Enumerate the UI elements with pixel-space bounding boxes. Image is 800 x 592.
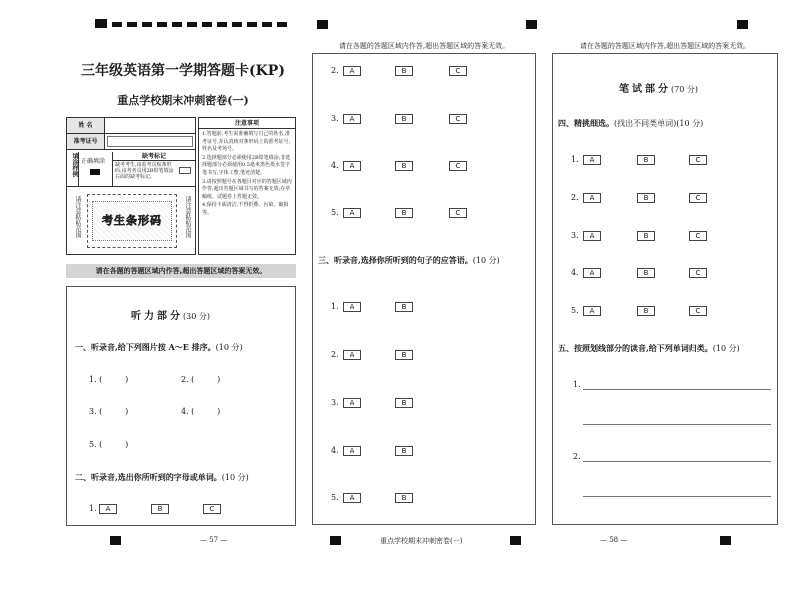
option-b[interactable]: B (637, 155, 655, 165)
barcode-text: 考生条形码 (102, 214, 162, 227)
q1-title (75, 342, 243, 353)
q3-title-text: 三、听录音,选择你所听到的句子的应答语。 (318, 255, 473, 265)
q4-title-text: 四、精挑细选。 (558, 118, 614, 128)
option-c[interactable]: C (449, 114, 467, 124)
q3-row (331, 302, 451, 314)
q4-points: (10 分) (676, 119, 704, 128)
q5-number: 1. (573, 380, 581, 389)
q3-row (331, 398, 451, 410)
option-a[interactable]: A (343, 493, 361, 503)
filled-bubble (90, 169, 100, 175)
option-b[interactable]: B (395, 208, 413, 218)
option-c[interactable]: C (449, 161, 467, 171)
option-a[interactable]: A (583, 306, 601, 316)
option-b[interactable]: B (395, 161, 413, 171)
option-c[interactable]: C (449, 208, 467, 218)
exam-no-field[interactable] (107, 136, 193, 147)
q2-row (331, 208, 521, 220)
page-number-right: — 58 — (600, 536, 628, 544)
option-b[interactable]: B (395, 398, 413, 408)
note-item: 1.答题前,考生需准确填写自己的姓名,准考证号,并认真核对条形码上的准考证号,姓名及考场号。 (202, 131, 291, 153)
option-a[interactable]: A (343, 446, 361, 456)
option-c[interactable]: C (689, 268, 707, 278)
barcode-side-left: 请注意粘贴范围 (74, 196, 81, 238)
q3-points: (10 分) (472, 256, 500, 265)
q2-row-number: 5. (331, 208, 339, 217)
q4-row-number: 1. (571, 155, 579, 164)
option-c[interactable]: C (689, 193, 707, 203)
middle-panel (312, 53, 536, 525)
exam-no-label: 准考证号 (67, 134, 105, 149)
q3-title (318, 255, 500, 266)
q1-item[interactable]: 1. ( ) (89, 375, 129, 384)
absent-mark-cell (113, 152, 195, 186)
q2-points: (10 分) (221, 473, 249, 482)
q3-row (331, 493, 451, 505)
fill-sample-label: 填涂样例 (71, 153, 78, 177)
q3-row-number: 2. (331, 350, 339, 359)
barcode-area (87, 194, 177, 248)
footer-center-title: 重点学校期末冲刺密卷(一) (380, 537, 463, 545)
q2-row-number: 4. (331, 161, 339, 170)
q4-row-number: 4. (571, 268, 579, 277)
answer-line[interactable] (583, 461, 771, 462)
q2-title-text: 二、听录音,选出你所听到的字母或单词。 (75, 472, 222, 482)
q4-row (571, 231, 741, 243)
option-c[interactable]: C (689, 306, 707, 316)
q3-row-number: 4. (331, 446, 339, 455)
q3-row (331, 350, 451, 362)
q1-item[interactable]: 5. ( ) (89, 440, 129, 449)
q4-row (571, 155, 741, 167)
correct-fill-label: 正确填涂 (81, 158, 106, 165)
option-a[interactable]: A (583, 268, 601, 278)
page-number-left: — 57 — (200, 536, 228, 544)
q3-row-number: 3. (331, 398, 339, 407)
option-b[interactable]: B (395, 114, 413, 124)
notice-bar-left: 请在各题的答题区域内作答,超出答题区域的答案无效。 (66, 264, 296, 278)
option-b[interactable]: B (151, 504, 169, 514)
name-field[interactable] (107, 118, 195, 133)
q5-points: (10 分) (712, 344, 740, 353)
notes-title: 注意事项 (199, 118, 295, 129)
fill-sample-cell (67, 152, 79, 186)
listening-panel (66, 286, 296, 526)
option-b[interactable]: B (395, 350, 413, 360)
q1-item[interactable]: 2. ( ) (181, 375, 221, 384)
q4-row-number: 2. (571, 193, 579, 202)
option-c[interactable]: C (689, 155, 707, 165)
q3-row-number: 5. (331, 493, 339, 502)
written-panel (552, 53, 778, 525)
exam-no-row (67, 134, 195, 150)
q4-row (571, 193, 741, 205)
listening-header (131, 307, 210, 322)
q2-row-number: 3. (331, 114, 339, 123)
card-title: 三年级英语第一学期答题卡(KP) (81, 63, 285, 79)
option-a[interactable]: A (343, 302, 361, 312)
q5-title-text: 五、按照划线部分的读音,给下列单词归类。 (558, 343, 713, 353)
note-item: 3.请按照题号在各题目对应的答题区域内作答,超出答题区域书写的答案无效;在草稿纸、试题卷上答题无效。 (202, 178, 292, 200)
q4-note: (找出不同类单词) (614, 119, 677, 128)
notice-middle: 请在各题的答题区域内作答,超出答题区域的答案无效。 (338, 42, 510, 50)
written-header (619, 80, 698, 95)
option-c[interactable]: C (689, 231, 707, 241)
q5-number: 2. (573, 452, 581, 461)
absent-mark-title: 缺考标记 (113, 153, 195, 161)
option-a[interactable]: A (343, 350, 361, 360)
notes-block (198, 117, 296, 255)
notes-list (202, 131, 292, 218)
answer-line[interactable] (583, 496, 771, 497)
barcode-side-right: 请注意粘贴范围 (184, 196, 191, 238)
q4-row-number: 5. (571, 306, 579, 315)
q2-row (89, 504, 269, 516)
q1-item[interactable]: 4. ( ) (181, 407, 221, 416)
option-b[interactable]: B (395, 446, 413, 456)
option-b[interactable]: B (637, 306, 655, 316)
q2-row (331, 114, 521, 126)
q3-row-number: 1. (331, 302, 339, 311)
q2-row (331, 66, 521, 78)
note-item: 2.选择题部分必须使用2B铅笔填涂;非选择题部分必须使用0.5毫米黑色墨水签字笔书写,字体工整,笔迹清楚。 (202, 154, 291, 176)
option-b[interactable]: B (637, 268, 655, 278)
option-b[interactable]: B (637, 193, 655, 203)
option-c[interactable]: C (449, 66, 467, 76)
answer-line[interactable] (583, 389, 771, 390)
written-header-title: 笔试部分 (619, 84, 671, 95)
option-b[interactable]: B (395, 302, 413, 312)
notice-right: 请在各题的答题区域内作答,超出答题区域的答案无效。 (579, 42, 751, 50)
q1-title-text: 一、听录音,给下列图片按 A～E 排序。 (75, 342, 216, 352)
absent-mark-text: 缺考考生,由监考员贴条形码,由考务员用2B铅笔填涂右面的缺考标记。 (115, 162, 174, 180)
written-header-points: (70 分) (671, 85, 698, 94)
option-a[interactable]: A (583, 231, 601, 241)
q4-title (558, 118, 703, 129)
q4-row-number: 3. (571, 231, 579, 240)
option-b[interactable]: B (395, 493, 413, 503)
q1-points: (10 分) (215, 343, 243, 352)
option-a[interactable]: A (343, 114, 361, 124)
option-c[interactable]: C (203, 504, 221, 514)
q4-row (571, 268, 741, 280)
card-subtitle: 重点学校期末冲刺密卷(一) (117, 94, 249, 107)
q2-row-number: 1. (89, 504, 97, 513)
name-label: 姓 名 (67, 118, 105, 133)
listening-header-title: 听力部分 (131, 311, 183, 322)
name-row (67, 118, 195, 134)
option-b[interactable]: B (395, 66, 413, 76)
q2-row-number: 2. (331, 66, 339, 75)
student-info-block (66, 117, 196, 255)
correct-fill-cell (79, 152, 113, 186)
listening-header-points: (30 分) (183, 312, 210, 321)
option-a[interactable]: A (343, 161, 361, 171)
option-a[interactable]: A (343, 66, 361, 76)
q4-row (571, 306, 741, 318)
option-a[interactable]: A (343, 208, 361, 218)
option-a[interactable]: A (343, 398, 361, 408)
option-b[interactable]: B (637, 231, 655, 241)
q2-row (331, 161, 521, 173)
q2-title (75, 472, 249, 483)
absent-mark-bubble[interactable] (179, 167, 191, 174)
q3-row (331, 446, 451, 458)
note-item: 4.保持卡面清洁,不得折叠、污染、破损等。 (202, 202, 289, 216)
q1-item[interactable]: 3. ( ) (89, 407, 129, 416)
q5-title (558, 343, 740, 354)
answer-line[interactable] (583, 424, 771, 425)
option-a[interactable]: A (583, 193, 601, 203)
option-a[interactable]: A (583, 155, 601, 165)
option-a[interactable]: A (99, 504, 117, 514)
